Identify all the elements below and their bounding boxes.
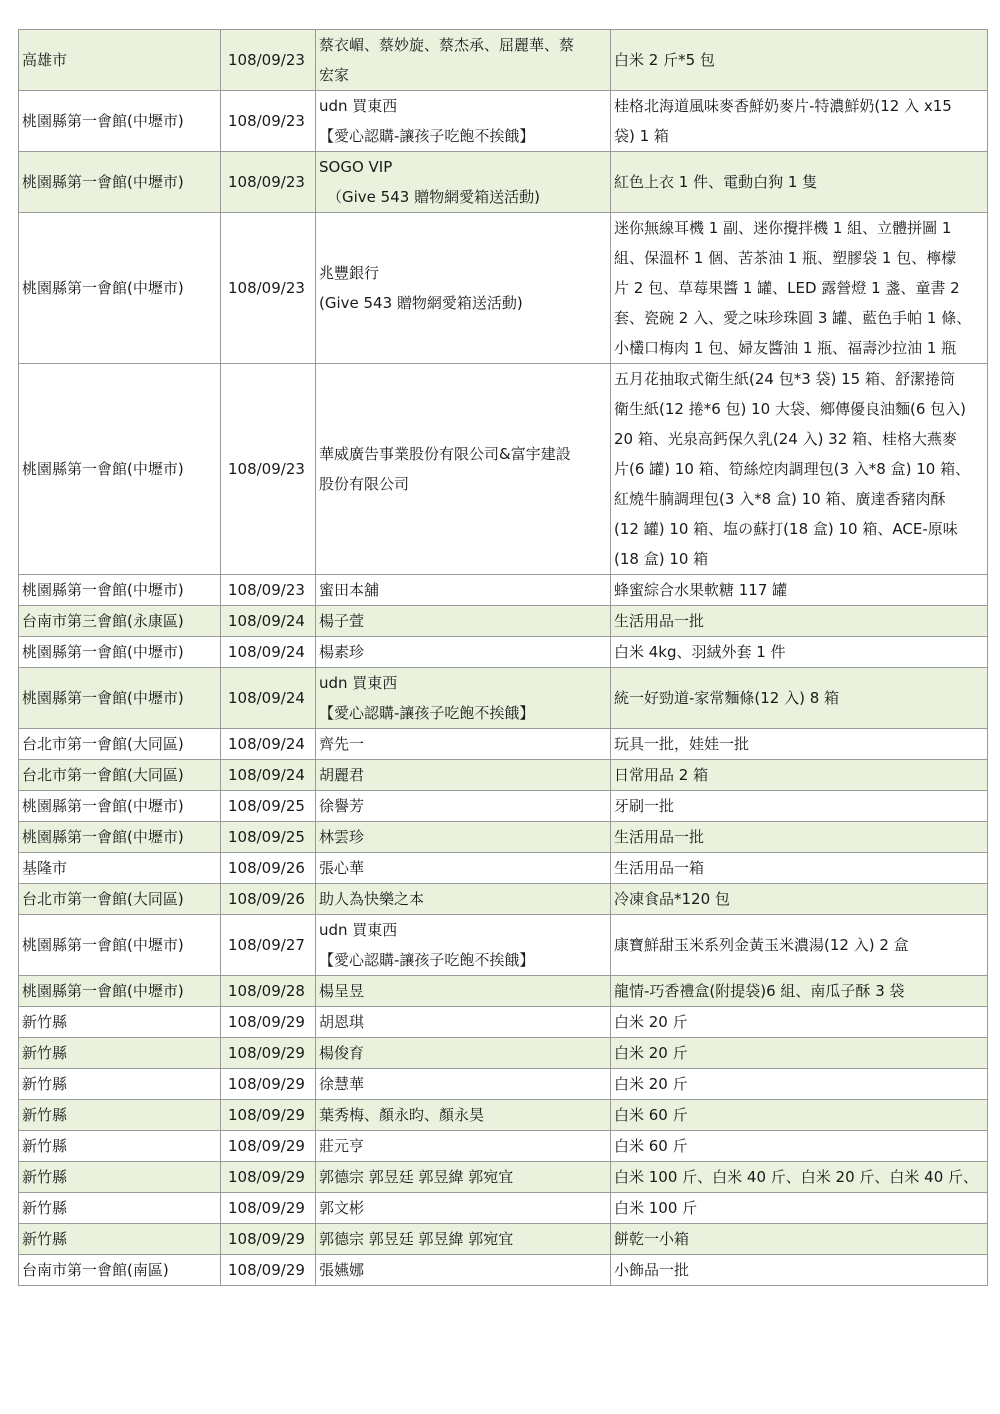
date-cell: 108/09/23 <box>221 152 316 213</box>
table-row <box>19 575 988 606</box>
items-cell <box>611 853 988 884</box>
location-cell: 基隆市 <box>19 853 221 884</box>
table-row <box>19 1255 988 1286</box>
location-cell: 新竹縣 <box>19 1038 221 1069</box>
table-row <box>19 915 988 976</box>
location-cell: 桃園縣第一會館(中壢市) <box>19 976 221 1007</box>
donor-line: 葉秀梅、顏永昀、顏永昊 <box>319 1106 485 1124</box>
items-line: 蜂蜜綜合水果軟糖 117 罐 <box>614 581 788 599</box>
items-line: 五月花抽取式衛生紙(24 包*3 袋) 15 箱、舒潔捲筒 <box>614 370 955 388</box>
date-cell: 108/09/29 <box>221 1255 316 1286</box>
items-line: 白米 60 斤 <box>614 1106 688 1124</box>
donor-cell <box>316 152 611 213</box>
table-row <box>19 91 988 152</box>
items-cell <box>611 91 988 152</box>
date-cell: 108/09/24 <box>221 729 316 760</box>
items-cell <box>611 976 988 1007</box>
donor-line: udn 買東西 <box>319 674 398 692</box>
donor-line: (Give 543 贈物網愛箱送活動) <box>319 294 523 312</box>
table-row <box>19 1131 988 1162</box>
donor-cell <box>316 791 611 822</box>
items-line: (18 盒) 10 箱 <box>614 550 709 568</box>
location-cell: 桃園縣第一會館(中壢市) <box>19 91 221 152</box>
items-line: 小欉口梅肉 1 包、婦友醬油 1 瓶、福壽沙拉油 1 瓶 <box>614 339 957 357</box>
date-cell: 108/09/24 <box>221 606 316 637</box>
items-line: 桂格北海道風味麥香鮮奶麥片-特濃鮮奶(12 入 x15 <box>614 97 952 115</box>
donor-line: 張心華 <box>319 859 365 877</box>
date-cell: 108/09/28 <box>221 976 316 1007</box>
items-cell <box>611 668 988 729</box>
items-line: 組、保溫杯 1 個、苦茶油 1 瓶、塑膠袋 1 包、檸檬 <box>614 249 957 267</box>
donor-line: 楊子萱 <box>319 612 365 630</box>
donor-line: 兆豐銀行 <box>319 264 380 282</box>
donor-line: （Give 543 贈物網愛箱送活動) <box>327 188 540 206</box>
location-cell: 新竹縣 <box>19 1224 221 1255</box>
donor-line: 胡恩琪 <box>319 1013 365 1031</box>
table-row <box>19 1162 988 1193</box>
items-cell <box>611 760 988 791</box>
date-cell: 108/09/29 <box>221 1069 316 1100</box>
location-cell: 台南市第三會館(永康區) <box>19 606 221 637</box>
donor-line: 郭德宗 郭昱廷 郭昱緯 郭宛宜 <box>319 1230 514 1248</box>
items-line: 20 箱、光泉高鈣保久乳(24 入) 32 箱、桂格大燕麥 <box>614 430 958 448</box>
table-row <box>19 364 988 575</box>
donor-line: 楊俊育 <box>319 1044 365 1062</box>
donor-cell <box>316 668 611 729</box>
items-line: (12 罐) 10 箱、塩の蘇打(18 盒) 10 箱、ACE-原味 <box>614 520 958 538</box>
donor-cell <box>316 606 611 637</box>
date-cell: 108/09/27 <box>221 915 316 976</box>
items-cell <box>611 729 988 760</box>
items-line: 統一好勁道-家常麵條(12 入) 8 箱 <box>614 689 840 707</box>
location-cell: 桃園縣第一會館(中壢市) <box>19 213 221 364</box>
items-cell <box>611 364 988 575</box>
donor-cell <box>316 1255 611 1286</box>
location-cell: 高雄市 <box>19 30 221 91</box>
donor-line: 【愛心認購-讓孩子吃飽不挨餓】 <box>319 951 535 969</box>
items-cell <box>611 606 988 637</box>
table-row <box>19 668 988 729</box>
items-cell <box>611 1255 988 1286</box>
items-cell <box>611 915 988 976</box>
donor-line: 徐譽芳 <box>319 797 365 815</box>
donor-cell <box>316 976 611 1007</box>
donor-cell <box>316 1100 611 1131</box>
donor-cell <box>316 1193 611 1224</box>
location-cell: 桃園縣第一會館(中壢市) <box>19 575 221 606</box>
date-cell: 108/09/26 <box>221 884 316 915</box>
donor-line: udn 買東西 <box>319 97 398 115</box>
location-cell: 桃園縣第一會館(中壢市) <box>19 791 221 822</box>
location-cell: 桃園縣第一會館(中壢市) <box>19 822 221 853</box>
items-line: 龍情-巧香禮盒(附提袋)6 組、南瓜子酥 3 袋 <box>614 982 905 1000</box>
items-cell <box>611 791 988 822</box>
items-cell <box>611 1007 988 1038</box>
items-cell <box>611 1100 988 1131</box>
items-cell <box>611 575 988 606</box>
donor-line: 【愛心認購-讓孩子吃飽不挨餓】 <box>319 704 535 722</box>
date-cell: 108/09/25 <box>221 791 316 822</box>
items-line: 紅色上衣 1 件、電動白狗 1 隻 <box>614 173 818 191</box>
donor-cell <box>316 1038 611 1069</box>
items-line: 小飾品一批 <box>614 1261 690 1279</box>
items-line: 衛生紙(12 捲*6 包) 10 大袋、鄉傳優良油麵(6 包入) <box>614 400 967 418</box>
donor-line: SOGO VIP <box>319 158 393 176</box>
donor-cell <box>316 1007 611 1038</box>
items-line: 白米 20 斤 <box>614 1044 688 1062</box>
donor-line: 【愛心認購-讓孩子吃飽不挨餓】 <box>319 127 535 145</box>
location-cell: 台南市第一會館(南區) <box>19 1255 221 1286</box>
items-line: 白米 4kg、羽絨外套 1 件 <box>614 643 786 661</box>
date-cell: 108/09/23 <box>221 364 316 575</box>
items-cell <box>611 152 988 213</box>
donor-line: 助人為快樂之本 <box>319 890 425 908</box>
date-cell: 108/09/24 <box>221 668 316 729</box>
table-row <box>19 976 988 1007</box>
donor-line: 林雲珍 <box>319 828 365 846</box>
table-row <box>19 213 988 364</box>
items-line: 日常用品 2 箱 <box>614 766 709 784</box>
table-row <box>19 791 988 822</box>
location-cell: 桃園縣第一會館(中壢市) <box>19 364 221 575</box>
donor-cell <box>316 30 611 91</box>
items-cell <box>611 1038 988 1069</box>
donor-line: 郭德宗 郭昱廷 郭昱緯 郭宛宜 <box>319 1168 514 1186</box>
items-cell <box>611 1224 988 1255</box>
items-line: 白米 100 斤 <box>614 1199 698 1217</box>
location-cell: 台北市第一會館(大同區) <box>19 729 221 760</box>
date-cell: 108/09/23 <box>221 30 316 91</box>
date-cell: 108/09/29 <box>221 1038 316 1069</box>
donor-cell <box>316 760 611 791</box>
table-row <box>19 152 988 213</box>
table-row <box>19 760 988 791</box>
date-cell: 108/09/25 <box>221 822 316 853</box>
donor-cell <box>316 915 611 976</box>
donation-table-body <box>19 30 988 1286</box>
date-cell: 108/09/26 <box>221 853 316 884</box>
location-cell: 桃園縣第一會館(中壢市) <box>19 152 221 213</box>
date-cell: 108/09/23 <box>221 575 316 606</box>
items-cell <box>611 822 988 853</box>
table-row <box>19 1038 988 1069</box>
location-cell: 桃園縣第一會館(中壢市) <box>19 915 221 976</box>
donor-line: 莊元亨 <box>319 1137 365 1155</box>
items-line: 餅乾一小箱 <box>614 1230 690 1248</box>
items-line: 片 2 包、草莓果醬 1 罐、LED 露營燈 1 盞、童書 2 <box>614 279 960 297</box>
table-row <box>19 1007 988 1038</box>
donor-line: 郭文彬 <box>319 1199 365 1217</box>
donor-cell <box>316 1224 611 1255</box>
items-line: 白米 20 斤 <box>614 1075 688 1093</box>
donor-line: 股份有限公司 <box>319 475 410 493</box>
items-line: 冷凍食品*120 包 <box>614 890 730 908</box>
table-row <box>19 606 988 637</box>
items-line: 生活用品一箱 <box>614 859 705 877</box>
items-cell <box>611 1193 988 1224</box>
items-line: 白米 60 斤 <box>614 1137 688 1155</box>
items-line: 片(6 罐) 10 箱、筍絲焢肉調理包(3 入*8 盒) 10 箱、 <box>614 460 971 478</box>
location-cell: 新竹縣 <box>19 1131 221 1162</box>
donor-line: 蔡衣嵋、蔡妙旋、蔡杰承、屈麗華、蔡 <box>319 36 575 54</box>
location-cell: 新竹縣 <box>19 1193 221 1224</box>
items-line: 迷你無線耳機 1 副、迷你攪拌機 1 組、立體拼圖 1 <box>614 219 952 237</box>
date-cell: 108/09/29 <box>221 1162 316 1193</box>
date-cell: 108/09/24 <box>221 760 316 791</box>
location-cell: 桃園縣第一會館(中壢市) <box>19 668 221 729</box>
donation-record-sheet <box>18 29 987 1286</box>
donor-line: 齊先一 <box>319 735 365 753</box>
items-line: 白米 2 斤*5 包 <box>614 51 715 69</box>
location-cell: 台北市第一會館(大同區) <box>19 884 221 915</box>
table-row <box>19 1069 988 1100</box>
items-cell <box>611 213 988 364</box>
donor-cell <box>316 91 611 152</box>
donor-line: 楊素珍 <box>319 643 365 661</box>
date-cell: 108/09/23 <box>221 213 316 364</box>
donor-line: 宏家 <box>319 66 350 84</box>
donor-cell <box>316 729 611 760</box>
items-line: 紅燒牛腩調理包(3 入*8 盒) 10 箱、廣達香豬肉酥 <box>614 490 946 508</box>
location-cell: 新竹縣 <box>19 1069 221 1100</box>
items-cell <box>611 30 988 91</box>
items-line: 白米 20 斤 <box>614 1013 688 1031</box>
donor-cell <box>316 1162 611 1193</box>
items-line: 套、瓷碗 2 入、愛之味珍珠圓 3 罐、藍色手帕 1 條、 <box>614 309 972 327</box>
items-cell <box>611 637 988 668</box>
items-line: 生活用品一批 <box>614 828 705 846</box>
donor-cell <box>316 1131 611 1162</box>
table-row <box>19 884 988 915</box>
items-cell <box>611 1162 988 1193</box>
items-cell <box>611 1131 988 1162</box>
items-line: 牙刷一批 <box>614 797 675 815</box>
items-line: 生活用品一批 <box>614 612 705 630</box>
donor-cell <box>316 213 611 364</box>
donor-line: 華威廣告事業股份有限公司&富宇建設 <box>319 445 571 463</box>
table-row <box>19 637 988 668</box>
donor-cell <box>316 575 611 606</box>
donation-table <box>18 29 988 1286</box>
donor-line: 楊呈昱 <box>319 982 365 1000</box>
donor-line: 胡麗君 <box>319 766 365 784</box>
location-cell: 桃園縣第一會館(中壢市) <box>19 637 221 668</box>
items-line: 玩具一批，娃娃一批 <box>614 735 750 753</box>
donor-cell <box>316 884 611 915</box>
items-line: 康寶鮮甜玉米系列金黃玉米濃湯(12 入) 2 盒 <box>614 936 909 954</box>
date-cell: 108/09/24 <box>221 637 316 668</box>
donor-cell <box>316 853 611 884</box>
location-cell: 新竹縣 <box>19 1100 221 1131</box>
donor-line: udn 買東西 <box>319 921 398 939</box>
donor-line: 徐慧華 <box>319 1075 365 1093</box>
date-cell: 108/09/29 <box>221 1224 316 1255</box>
donor-cell <box>316 364 611 575</box>
donor-line: 張嬿娜 <box>319 1261 365 1279</box>
donor-cell <box>316 1069 611 1100</box>
items-cell <box>611 1069 988 1100</box>
location-cell: 新竹縣 <box>19 1007 221 1038</box>
date-cell: 108/09/29 <box>221 1193 316 1224</box>
location-cell: 新竹縣 <box>19 1162 221 1193</box>
items-line: 袋) 1 箱 <box>614 127 669 145</box>
donor-line: 蜜田本舖 <box>319 581 380 599</box>
items-line: 白米 100 斤、白米 40 斤、白米 20 斤、白米 40 斤、 <box>614 1168 979 1186</box>
table-row <box>19 1100 988 1131</box>
date-cell: 108/09/29 <box>221 1131 316 1162</box>
table-row <box>19 729 988 760</box>
table-row <box>19 1224 988 1255</box>
table-row <box>19 822 988 853</box>
table-row <box>19 30 988 91</box>
date-cell: 108/09/23 <box>221 91 316 152</box>
location-cell: 台北市第一會館(大同區) <box>19 760 221 791</box>
donor-cell <box>316 822 611 853</box>
date-cell: 108/09/29 <box>221 1007 316 1038</box>
date-cell: 108/09/29 <box>221 1100 316 1131</box>
table-row <box>19 853 988 884</box>
table-row <box>19 1193 988 1224</box>
donor-cell <box>316 637 611 668</box>
items-cell <box>611 884 988 915</box>
